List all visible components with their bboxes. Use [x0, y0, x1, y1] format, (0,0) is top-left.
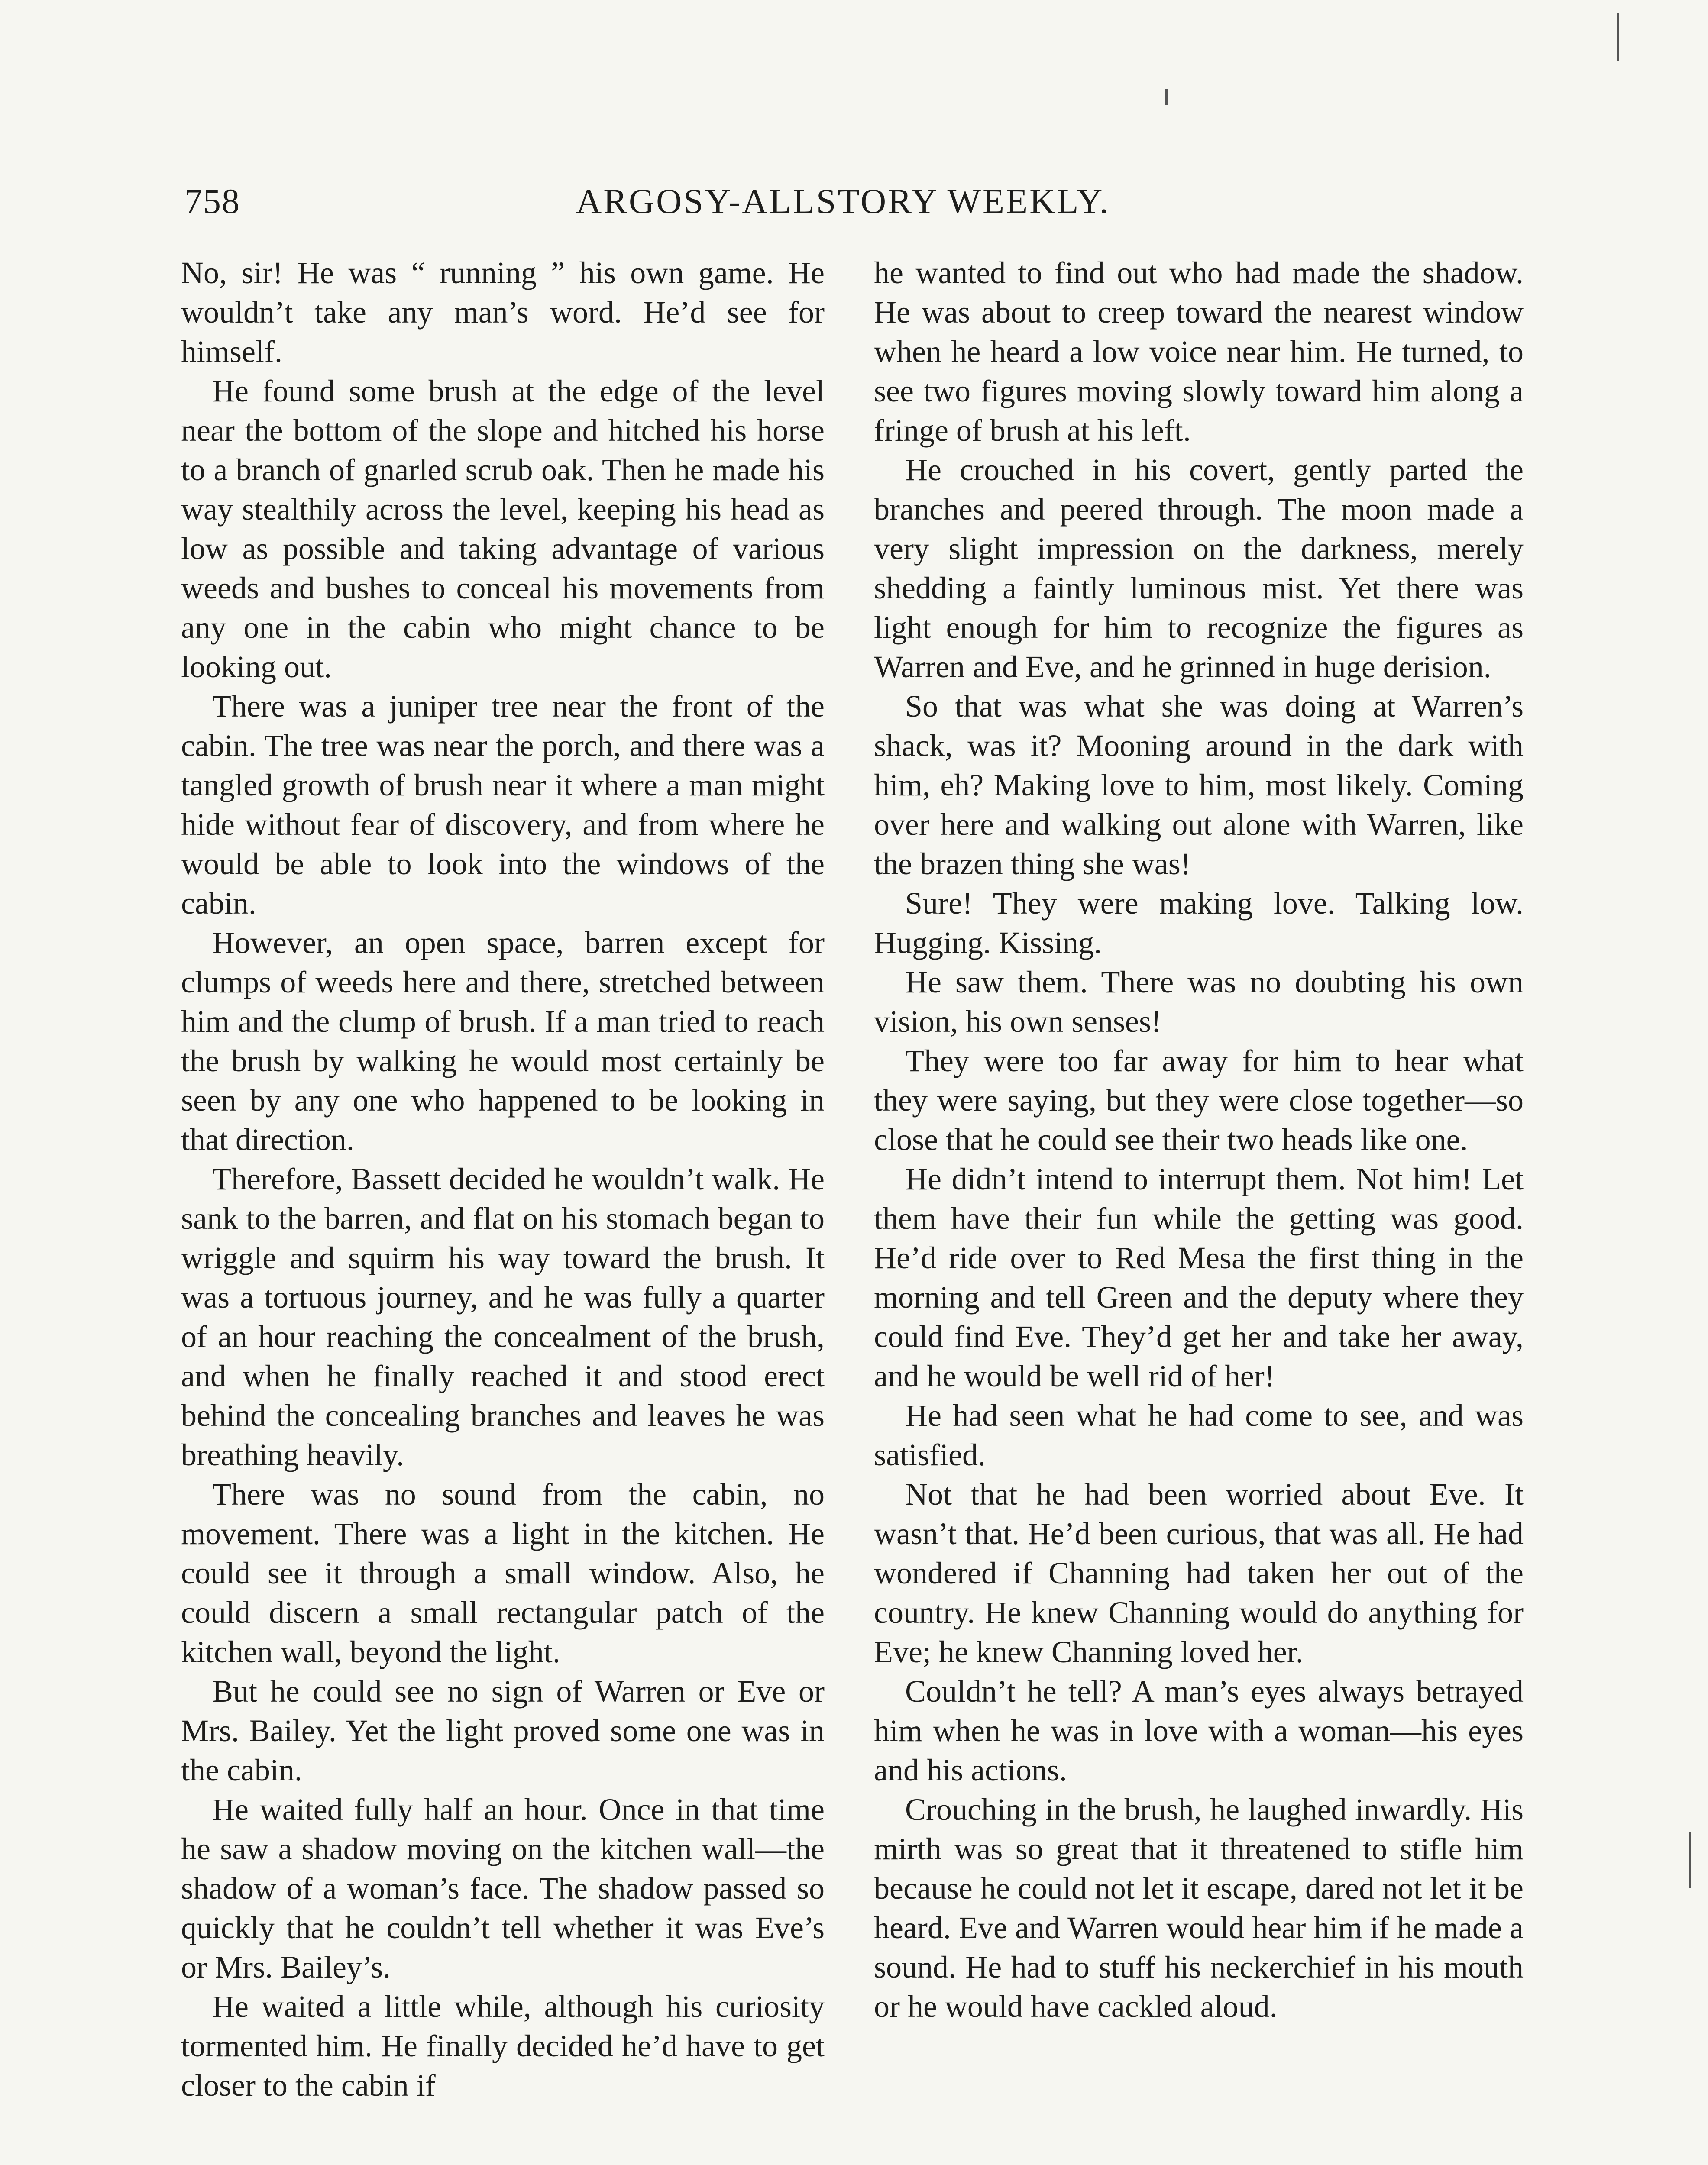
paragraph: He crouched in his covert, gently parted the branches and peered through. The moon made a very slight impression on the darkness, merely shedding a faintly luminous mist. Yet there was light enough for him to recognize the figures as Warren and Eve, and he grinned in huge derision.: [874, 452, 1524, 684]
paragraph: Not that he had been worried about Eve. It wasn’t that. He’d been curious, that was all. He had wondered if Channing had taken her out of the country. He knew Channing would do anything for Eve; he knew Channing loved her.: [874, 1477, 1524, 1669]
paragraph: He didn’t intend to interrupt them. Not him! Let them have their fun while the getting was good. He’d ride over to Red Mesa the first thing in the morning and tell Green and the deputy where they could find Eve. They’d get her and take her away, and he would be well rid of her!: [874, 1162, 1524, 1393]
scan-mark: [1617, 13, 1619, 61]
page-number: 758: [184, 181, 240, 221]
paragraph: He saw them. There was no doubting his own vision, his own senses!: [874, 965, 1524, 1039]
paragraph: They were too far away for him to hear what they were saying, but they were close together—so close that he could see their two heads like one.: [874, 1044, 1524, 1157]
paragraph: He had seen what he had come to see, and was satisfied.: [874, 1398, 1524, 1472]
paragraph: So that was what she was doing at Warren’s shack, was it? Mooning around in the dark with him, eh? Making love to him, most likely. Coming over here and walking out alone with Warren, like the brazen thing she was!: [874, 689, 1524, 881]
left-column: [181, 253, 825, 2105]
scan-mark: [1165, 89, 1168, 105]
paragraph: he wanted to find out who had made the shadow. He was about to creep toward the nearest window when he heard a low voice near him. He turned, to see two figures moving slowly toward him along a fringe of brush at his left.: [874, 255, 1524, 448]
paragraph: There was a juniper tree near the front of the cabin. The tree was near the porch, and there was a tangled growth of brush near it where a man might hide without fear of discovery, and from where he would be able to look into the windows of the cabin.: [181, 689, 825, 921]
paragraph: There was no sound from the cabin, no movement. There was a light in the kitchen. He could see it through a small window. Also, he could discern a small rectangular patch of the kitchen wall, beyond the light.: [181, 1477, 825, 1669]
paragraph: He found some brush at the edge of the level near the bottom of the slope and hitched his horse to a branch of gnarled scrub oak. Then he made his way stealthily across the level, keeping his head as low as possible and taking advantage of various weeds and bushes to conceal his movements from any one in the cabin who might chance to be looking out.: [181, 374, 825, 684]
paragraph: Couldn’t he tell? A man’s eyes always betrayed him when he was in love with a woman—his eyes and his actions.: [874, 1674, 1524, 1787]
paragraph: No, sir! He was “ running ” his own game. He wouldn’t take any man’s word. He’d see for himself.: [181, 255, 825, 369]
scan-mark: [1689, 1832, 1691, 1888]
paragraph: Sure! They were making love. Talking low. Hugging. Kissing.: [874, 886, 1524, 960]
paragraph: However, an open space, barren except for clumps of weeds here and there, stretched between him and the clump of brush. If a man tried to reach the brush by walking he would most certainly be seen by any one who happened to be looking in that direction.: [181, 925, 825, 1157]
paragraph: Therefore, Bassett decided he wouldn’t walk. He sank to the barren, and flat on his stomach began to wriggle and squirm his way toward the brush. It was a tortuous journey, and he was fully a quarter of an hour reaching the concealment of the brush, and when he finally reached it and stood erect behind the concealing branches and leaves he was breathing heavily.: [181, 1162, 825, 1472]
paragraph: Crouching in the brush, he laughed inwardly. His mirth was so great that it threatened to stifle him because he could not let it escape, dared not let it be heard. Eve and Warren would hear him if he made a sound. He had to stuff his neckerchief in his mouth or he would have cackled aloud.: [874, 1792, 1524, 2024]
right-column: [874, 253, 1524, 2026]
running-head: ARGOSY-ALLSTORY WEEKLY.: [576, 181, 1110, 221]
paragraph: He waited fully half an hour. Once in that time he saw a shadow moving on the kitchen wall—the shadow of a woman’s face. The shadow passed so quickly that he couldn’t tell whether it was Eve’s or Mrs. Bailey’s.: [181, 1792, 825, 1984]
paragraph: But he could see no sign of Warren or Eve or Mrs. Bailey. Yet the light proved some one was in the cabin.: [181, 1674, 825, 1787]
paragraph: He waited a little while, although his curiosity tormented him. He finally decided he’d have to get closer to the cabin if: [181, 1989, 825, 2103]
